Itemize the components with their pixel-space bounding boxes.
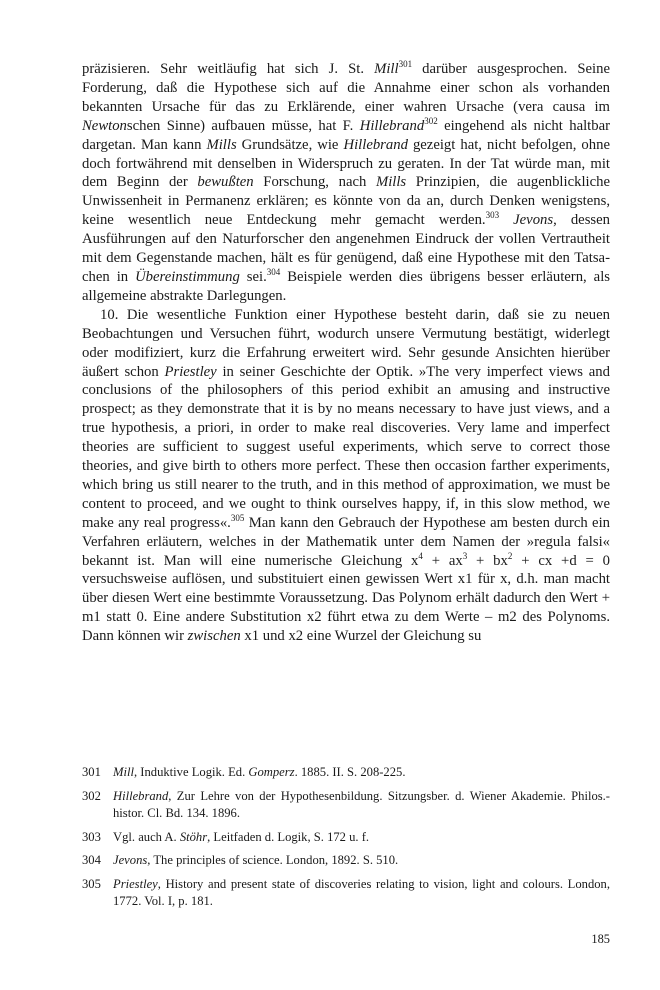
text-run: in seiner Geschichte der Optik. »The very imperfect views and conclusions of the philosophers of this period exhibit an amusing and instructive prospect; as they demonstrate that it is by no means necessary to have just views, and a true hypothesis, a priori, in order to make real discoveries. Very lame and imperfect theories are sufficient to suggest useful experiments, which serve to correct those theories, and give birth to others more perfect. These then occasion farther experiments, which bring us still nearer to the truth, and in this method of approximation, we must be content to proceed, and we ought to think ourselves happy, if, in this slow method, we make any real progress«. [82, 363, 610, 531]
footnote-text [113, 764, 610, 782]
text-run: , History and present state of discoveries relating to vision, light and colours. London, 1772. Vol. I, p. 181. [113, 876, 610, 908]
italic-text: Hillebrand [343, 136, 408, 153]
italic-text: Übereinstimmung [135, 268, 240, 285]
text-run: + bx [467, 552, 508, 569]
footnote-number: 301 [82, 765, 101, 779]
text-run: 10. Die wesentliche Funktion einer Hypothese besteht darin, daß sie zu neuen Beobachtungen und Versuchen führt, wodurch unsere Vermutung bestätigt, widerlegt oder modifiziert, kurz die Erfahrung erweitert wird. Sehr gesunde Ansichten hierüber äußert schon [82, 306, 610, 380]
italic-text: zwischen [187, 628, 241, 645]
footnote-ref: 304 [266, 266, 281, 277]
footnote-ref: 301 [398, 59, 413, 69]
paragraph-1 [82, 60, 610, 306]
text-run: schen Sinne) aufbauen müsse, hat F. [126, 117, 360, 134]
text-run: + cx +d = 0 versuchsweise auflösen, und substituiert einen gewissen Wert x1 für x, d.h. man macht über diesen Wert eine bestimmte Voraussetzung. Das Polynom erhält dadurch den Wert + m1 statt 0. Eine andere Substitution x2 führt etwa zu dem Werte – m2 des Polynoms. Dann können wir [82, 552, 610, 645]
footnote-ref: 305 [230, 512, 245, 523]
italic-text: Mills [206, 136, 237, 153]
footnote-ref: 4 [418, 550, 423, 561]
text-run: , Leitfaden d. Logik, S. 172 u. f. [207, 829, 370, 844]
footnote-ref: 303 [485, 210, 500, 221]
footnote-text [113, 788, 610, 823]
text-run: Vgl. auch A. [113, 829, 180, 844]
footnote-302 [82, 788, 610, 823]
italic-text: Mill [374, 61, 399, 77]
footnote-303 [82, 829, 610, 847]
footnote-304 [82, 852, 610, 870]
text-run: Grundsätze, wie [236, 136, 344, 153]
footnote-number: 303 [82, 829, 101, 844]
text-run: , The principles of science. London, 1892. S. 510. [147, 853, 399, 867]
text-run: Man kann den Gebrauch der Hypothese am besten durch ein Verfahren erläutern, welches in der Mathematik unter dem Namen der »regula falsi« bekannt ist. Man will eine numerische Gleichung x [82, 514, 610, 569]
text-run: , dessen Ausführungen auf den Naturforscher den angenehmen Eindruck der vollen Vertrautheit mit dem Gegenstande machen, hält es für genügend, daß eine Hypothese mit den Tatsachen in [82, 212, 610, 285]
text-run: darüber ausgesprochen. Seine Forderung, daß die Hypothese sich auf die Annahme einer schon als vorhanden bekannten Ursache für das zu Erklärende, einer wahren Ursache (vera causa im [82, 61, 610, 115]
footnote-text [113, 829, 610, 847]
footnote-305 [82, 876, 610, 911]
footnote-301 [82, 764, 610, 782]
footnote-ref: 302 [424, 115, 438, 126]
text-run [499, 212, 513, 228]
text-run: . 1885. II. S. 208-225. [294, 765, 406, 779]
italic-text: Hillebrand [113, 788, 169, 803]
italic-text: Gomperz [248, 765, 295, 779]
footnotes [82, 764, 610, 917]
page-number: 185 [591, 932, 610, 946]
italic-text: Priestley [113, 876, 158, 891]
italic-text: Newton [82, 117, 127, 134]
text-run: sei. [239, 268, 267, 285]
footnote-ref: 3 [462, 550, 468, 561]
text-run: , Induktive Logik. Ed. [134, 765, 249, 779]
text-run: + ax [422, 552, 463, 569]
italic-text: Hillebrand [359, 117, 425, 134]
footnote-text [113, 876, 610, 911]
text-run: Prinzipien, die augenblickliche Unwissenheit in Permanenz erklären; es könnte von da an, durch Denken wenigstens, keine wesentlich neue Entdeckung mehr gemacht werden. [82, 174, 611, 229]
text-run: gezeigt hat, nicht befolgen, ohne doch fortwährend mit denselben in Widerspruch zu geraten. In der Tat würde man, mit dem Beginn der [82, 136, 610, 191]
main-text [82, 60, 610, 646]
text-run: präzisieren. Sehr weitläufig hat sich J. St. [82, 61, 375, 77]
italic-text: Jevons [113, 853, 148, 867]
footnote-text [113, 852, 610, 870]
text-run: , Zur Lehre von der Hypothesenbildung. Sitzungsber. d. Wiener Akademie. Philos.-histor. Cl. Bd. 134. 1896. [113, 788, 610, 820]
italic-text: Mills [375, 174, 407, 191]
footnote-ref: 2 [507, 550, 513, 561]
italic-text: Mill [113, 765, 134, 779]
italic-text: bewußten [197, 174, 254, 191]
text-run: Forschung, nach [253, 174, 376, 191]
footnote-number: 302 [82, 788, 101, 803]
italic-text: Jevons [513, 212, 554, 229]
footnote-number: 305 [82, 876, 101, 891]
text-run: Beispiele werden dies übrigens besser erläutern, als allgemeine abstrakte Darlegungen. [82, 268, 610, 304]
footnote-number: 304 [82, 853, 101, 867]
paragraph-2 [82, 306, 610, 646]
italic-text: Stöhr [179, 829, 208, 844]
italic-text: Priestley [164, 363, 217, 380]
text-run: x1 und x2 eine Wurzel der Gleichung su [240, 628, 482, 645]
text-run: eingehend als nicht haltbar dargetan. Man kann [82, 117, 611, 153]
